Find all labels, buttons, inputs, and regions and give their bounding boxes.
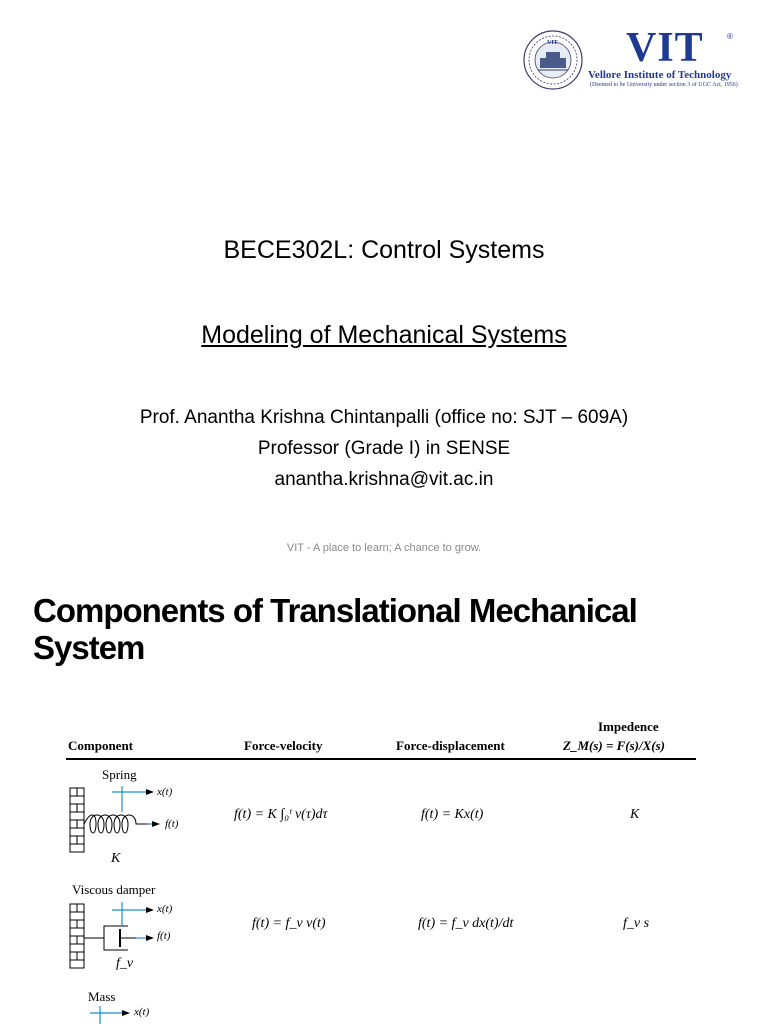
spring-impedance: K [630, 807, 640, 822]
wall-icon [70, 788, 84, 852]
mass-displacement-label: x(t) [134, 1006, 150, 1018]
damper-force-label: f(t) [157, 930, 171, 942]
damper-symbol: f_v [116, 956, 134, 971]
vit-brand: VIT [626, 25, 704, 71]
slide-heading: Components of Translational Mechanical System [33, 592, 637, 666]
spring-label: Spring [102, 767, 137, 782]
course-title: BECE302L: Control Systems [223, 236, 545, 264]
header-rule [66, 758, 696, 760]
institute-name: Vellore Institute of Technology [588, 69, 732, 81]
wall-icon [70, 904, 84, 968]
header-impedance-formula: Z_M(s) = F(s)/X(s) [563, 738, 666, 753]
vit-logo [520, 25, 764, 90]
spring-displacement-label: x(t) [157, 786, 173, 798]
seal-text: VIT [547, 40, 558, 46]
damper-label: Viscous damper [72, 882, 156, 897]
instructor-line: Prof. Anantha Krishna Chintanpalli (office no: SJT – 609A) [139, 407, 629, 428]
mass-diagram [66, 1004, 196, 1024]
header-force-displacement: Force-displacement [396, 738, 505, 753]
lecture-title: Modeling of Mechanical Systems [201, 321, 567, 349]
header-component: Component [68, 738, 134, 753]
designation-line: Professor (Grade I) in SENSE [257, 438, 511, 459]
spring-force-label: f(t) [165, 818, 179, 830]
damper-impedance: f_v s [623, 916, 650, 931]
damper-force-displacement: f(t) = f_v dx(t)/dt [418, 916, 514, 931]
email-link[interactable]: anantha.krishna@vit.ac.in [274, 469, 494, 490]
spring-force-velocity: f(t) = K ∫₀ᵗ v(τ)dτ [234, 807, 328, 822]
tagline: VIT - A place to learn; A chance to grow. [286, 542, 482, 554]
instructor-info [0, 402, 768, 495]
spring-symbol: K [111, 851, 121, 866]
registered-mark: ® [727, 32, 733, 41]
spring-coil-icon [84, 815, 148, 833]
spring-force-displacement: f(t) = Kx(t) [421, 807, 484, 822]
damper-icon [84, 926, 136, 950]
damper-displacement-label: x(t) [157, 903, 173, 915]
deemed-note: (Deemed to be University under section 3 of UGC Act, 1956) [590, 82, 738, 88]
mass-label: Mass [88, 989, 116, 1004]
components-table [66, 708, 696, 1024]
damper-force-velocity: f(t) = f_v v(t) [252, 916, 326, 931]
header-impedance: Impedence [598, 719, 659, 734]
header-force-velocity: Force-velocity [244, 738, 323, 753]
